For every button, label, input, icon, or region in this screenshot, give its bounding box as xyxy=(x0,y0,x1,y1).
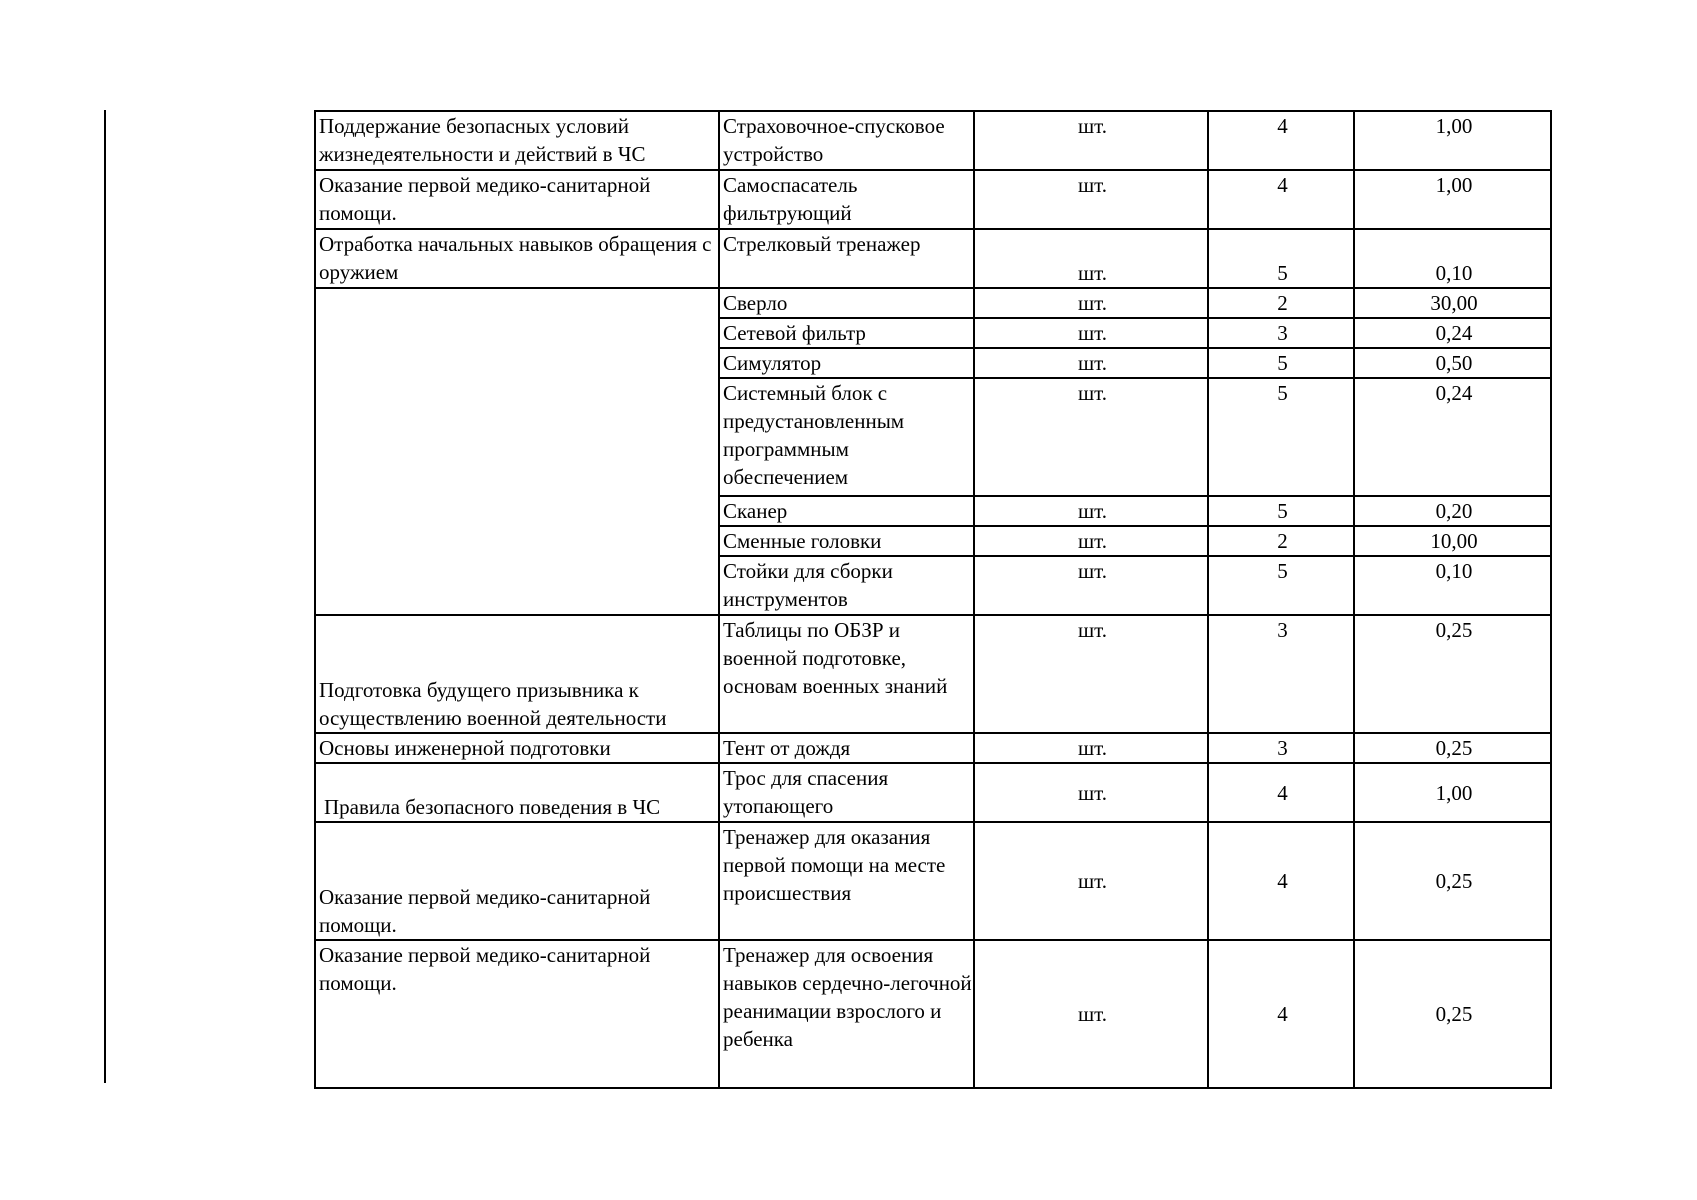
item-cell: Тент от дождя xyxy=(719,733,974,763)
value-cell: 0,10 xyxy=(1354,229,1551,288)
value-cell: 1,00 xyxy=(1354,170,1551,229)
value-cell: 10,00 xyxy=(1354,526,1551,556)
item-cell: Сетевой фильтр xyxy=(719,318,974,348)
topic-cell: Правила безопасного поведения в ЧС xyxy=(315,763,719,822)
value-cell: 0,10 xyxy=(1354,556,1551,615)
item-cell: Сверло xyxy=(719,288,974,318)
item-cell: Трос для спасения утопающего xyxy=(719,763,974,822)
item-cell: Симулятор xyxy=(719,348,974,378)
unit-cell: шт. xyxy=(974,496,1208,526)
qty-cell: 4 xyxy=(1208,940,1354,1088)
value-cell: 0,25 xyxy=(1354,615,1551,733)
qty-cell: 4 xyxy=(1208,822,1354,940)
item-cell: Самоспасатель фильтрующий xyxy=(719,170,974,229)
qty-cell: 5 xyxy=(1208,556,1354,615)
value-cell: 0,25 xyxy=(1354,822,1551,940)
unit-cell: шт. xyxy=(974,318,1208,348)
unit-cell: шт. xyxy=(974,556,1208,615)
value-cell: 0,25 xyxy=(1354,940,1551,1088)
value-cell: 0,50 xyxy=(1354,348,1551,378)
value-cell: 1,00 xyxy=(1354,111,1551,170)
item-cell: Стрелковый тренажер xyxy=(719,229,974,288)
item-cell: Стойки для сборки инструментов xyxy=(719,556,974,615)
qty-cell: 5 xyxy=(1208,378,1354,496)
qty-cell: 2 xyxy=(1208,288,1354,318)
topic-cell xyxy=(315,288,719,615)
equipment-table xyxy=(314,110,1552,1089)
unit-cell: шт. xyxy=(974,615,1208,733)
qty-cell: 3 xyxy=(1208,733,1354,763)
item-cell: Сменные головки xyxy=(719,526,974,556)
unit-cell: шт. xyxy=(974,822,1208,940)
item-cell: Тренажер для освоения навыков сердечно-легочной реанимации взрослого и ребенка xyxy=(719,940,974,1088)
qty-cell: 3 xyxy=(1208,318,1354,348)
table-row xyxy=(315,111,1551,170)
table-row xyxy=(315,763,1551,822)
unit-cell: шт. xyxy=(974,733,1208,763)
unit-cell: шт. xyxy=(974,763,1208,822)
qty-cell: 5 xyxy=(1208,229,1354,288)
unit-cell: шт. xyxy=(974,526,1208,556)
item-cell: Страховочное-спусковое устройство xyxy=(719,111,974,170)
value-cell: 1,00 xyxy=(1354,763,1551,822)
topic-cell: Оказание первой медико-санитарной помощи. xyxy=(315,940,719,1088)
table-row xyxy=(315,615,1551,733)
topic-cell: Поддержание безопасных условий жизнедеятельности и действий в ЧС xyxy=(315,111,719,170)
item-cell: Таблицы по ОБЗР и военной подготовке, основам военных знаний xyxy=(719,615,974,733)
topic-cell: Оказание первой медико-санитарной помощи. xyxy=(315,170,719,229)
topic-cell: Отработка начальных навыков обращения с оружием xyxy=(315,229,719,288)
topic-cell: Основы инженерной подготовки xyxy=(315,733,719,763)
qty-cell: 3 xyxy=(1208,615,1354,733)
value-cell: 0,24 xyxy=(1354,318,1551,348)
unit-cell: шт. xyxy=(974,288,1208,318)
value-cell: 0,20 xyxy=(1354,496,1551,526)
unit-cell: шт. xyxy=(974,940,1208,1088)
unit-cell: шт. xyxy=(974,229,1208,288)
value-cell: 0,25 xyxy=(1354,733,1551,763)
qty-cell: 2 xyxy=(1208,526,1354,556)
value-cell: 0,24 xyxy=(1354,378,1551,496)
qty-cell: 5 xyxy=(1208,496,1354,526)
qty-cell: 4 xyxy=(1208,170,1354,229)
qty-cell: 5 xyxy=(1208,348,1354,378)
item-cell: Сканер xyxy=(719,496,974,526)
table-row xyxy=(315,170,1551,229)
table-row xyxy=(315,229,1551,288)
qty-cell: 4 xyxy=(1208,111,1354,170)
unit-cell: шт. xyxy=(974,170,1208,229)
item-cell: Тренажер для оказания первой помощи на месте происшествия xyxy=(719,822,974,940)
value-cell: 30,00 xyxy=(1354,288,1551,318)
table-row xyxy=(315,940,1551,1088)
topic-cell: Подготовка будущего призывника к осуществлению военной деятельности xyxy=(315,615,719,733)
margin-line xyxy=(104,110,106,1083)
qty-cell: 4 xyxy=(1208,763,1354,822)
table-row xyxy=(315,733,1551,763)
topic-cell: Оказание первой медико-санитарной помощи. xyxy=(315,822,719,940)
table-row xyxy=(315,822,1551,940)
table-row xyxy=(315,288,1551,318)
unit-cell: шт. xyxy=(974,348,1208,378)
unit-cell: шт. xyxy=(974,378,1208,496)
unit-cell: шт. xyxy=(974,111,1208,170)
item-cell: Системный блок с предустановленным программным обеспечением xyxy=(719,378,974,496)
